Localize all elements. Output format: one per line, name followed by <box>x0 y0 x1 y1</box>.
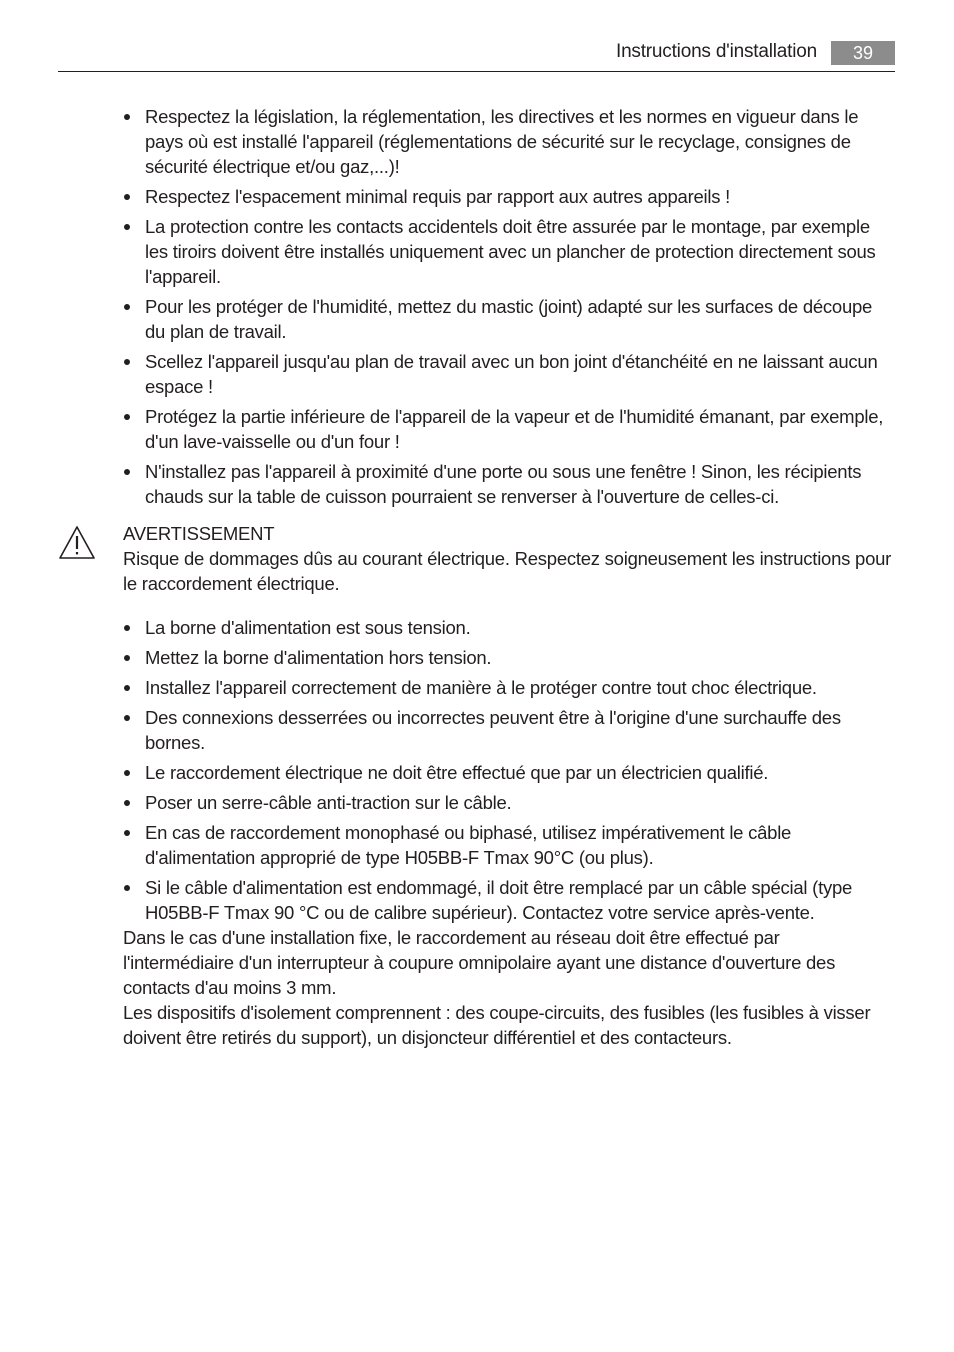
warning-block <box>123 521 895 596</box>
list-item: Pour les protéger de l'humidité, mettez du mastic (joint) adapté sur les surfaces de découpe du plan de travail. <box>123 294 895 344</box>
list-item: Protégez la partie inférieure de l'appareil de la vapeur et de l'humidité émanant, par exemple, d'un lave-vaisselle ou d'un four ! <box>123 404 895 454</box>
list-item: N'installez pas l'appareil à proximité d'une porte ou sous une fenêtre ! Sinon, les récipients chauds sur la table de cuisson pourraient se renverser à l'ouverture de celles-ci. <box>123 459 895 509</box>
list-item: La protection contre les contacts accidentels doit être assurée par le montage, par exemple les tiroirs doivent être installés uniquement avec un plancher de protection directement sous l'appareil. <box>123 214 895 289</box>
list-item: Poser un serre-câble anti-traction sur le câble. <box>123 790 895 815</box>
list-item: La borne d'alimentation est sous tension. <box>123 615 895 640</box>
warning-triangle-icon <box>58 525 96 561</box>
list-item: En cas de raccordement monophasé ou biphasé, utilisez impérativement le câble d'alimentation approprié de type H05BB-F Tmax 90°C (ou plus). <box>123 820 895 870</box>
list-item: Installez l'appareil correctement de manière à le protéger contre tout choc électrique. <box>123 675 895 700</box>
list-item: Des connexions desserrées ou incorrectes peuvent être à l'origine d'une surchauffe des bornes. <box>123 705 895 755</box>
list-item: Mettez la borne d'alimentation hors tension. <box>123 645 895 670</box>
paragraph-isolation-devices: Les dispositifs d'isolement comprennent : des coupe-circuits, des fusibles (les fusibles à visser doivent être retirés du support), un disjoncteur différentiel et des contacteurs. <box>123 1002 871 1048</box>
paragraph-fixed-installation: Dans le cas d'une installation fixe, le raccordement au réseau doit être effectué par l'intermédiaire d'un interrupteur à coupure omnipolaire ayant une distance d'ouverture des contacts d'au moins 3 mm. <box>123 927 836 998</box>
page-header <box>58 38 895 72</box>
page-number: 39 <box>831 41 895 65</box>
warning-text: Risque de dommages dûs au courant électrique. Respectez soigneusement les instructions pour le raccordement électrique. <box>123 548 892 594</box>
list-item: Le raccordement électrique ne doit être effectué que par un électricien qualifié. <box>123 760 895 785</box>
electrical-list <box>123 615 895 930</box>
list-item: Scellez l'appareil jusqu'au plan de travail avec un bon joint d'étanchéité en ne laissant aucun espace ! <box>123 349 895 399</box>
header-title: Instructions d'installation <box>615 41 817 62</box>
list-item: Si le câble d'alimentation est endommagé, il doit être remplacé par un câble spécial (type H05BB-F Tmax 90 °C ou de calibre supérieur). Contactez votre service après-vente. <box>123 875 895 925</box>
warning-title: AVERTISSEMENT <box>123 523 275 544</box>
safety-list <box>123 104 895 514</box>
list-item: Respectez la législation, la réglementation, les directives et les normes en vigueur dans le pays où est installé l'appareil (réglementations de sécurité sur le recyclage, consignes de sécurité électrique et/ou gaz,...)! <box>123 104 895 179</box>
list-item: Respectez l'espacement minimal requis par rapport aux autres appareils ! <box>123 184 895 209</box>
